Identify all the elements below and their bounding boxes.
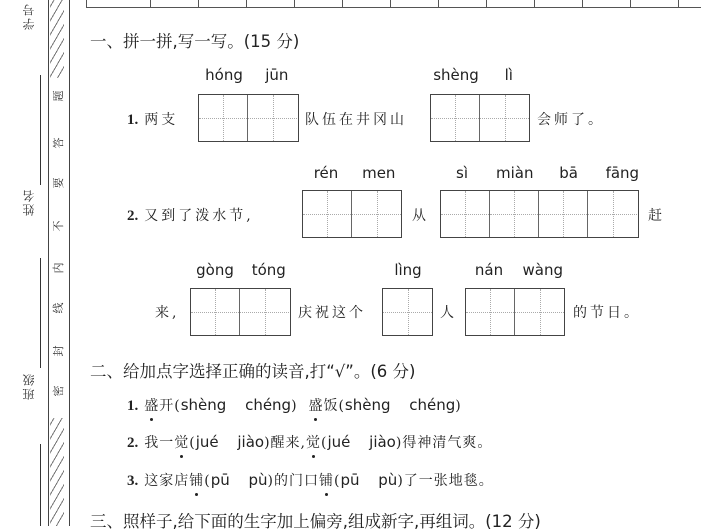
- grid-square[interactable]: [441, 191, 490, 237]
- pinyin-syllable: lì: [504, 66, 513, 84]
- hatch-top: [50, 0, 64, 78]
- score-table: [86, 0, 701, 8]
- text: )的门口: [267, 473, 320, 489]
- text: 我一: [144, 435, 175, 451]
- score-cell: [631, 0, 679, 7]
- section3-heading: 三、照样子,给下面的生字加上偏旁,组成新字,再组词。(12 分): [90, 512, 541, 531]
- class-blank[interactable]: [40, 444, 41, 526]
- text: (: [189, 435, 196, 451]
- pinyin-syllable: jūn: [265, 66, 289, 84]
- dotted-char: 盛: [144, 398, 160, 414]
- grid-square[interactable]: [539, 191, 588, 237]
- question-number: 1.: [127, 112, 139, 128]
- q2-text-f: 人: [440, 305, 457, 321]
- score-cell: [343, 0, 391, 7]
- pinyin-syllable: men: [362, 164, 396, 182]
- pinyin-syllable: wàng: [522, 261, 564, 279]
- score-cell: [151, 0, 199, 7]
- seal-char: 密: [52, 385, 65, 397]
- text: 饭(: [323, 398, 345, 414]
- answer-grid-nanwang[interactable]: [465, 288, 565, 336]
- answer-grid-renmen[interactable]: [302, 190, 402, 238]
- pinyin-syllable: fāng: [605, 164, 640, 182]
- score-cell: [199, 0, 247, 7]
- grid-square[interactable]: [490, 191, 539, 237]
- text: )了一张地毯。: [397, 473, 494, 489]
- q2-text-a: 又到了泼水节,: [144, 208, 254, 224]
- text: ): [455, 398, 462, 414]
- score-cell: [535, 0, 583, 7]
- grid-square[interactable]: [383, 289, 432, 335]
- score-cell: [439, 0, 487, 7]
- dotted-char: 铺: [319, 473, 335, 489]
- score-cell: [391, 0, 439, 7]
- section1-heading: 一、拼一拼,写一写。(15 分): [90, 32, 300, 51]
- pinyin-hongjun: [200, 66, 300, 84]
- pinyin-nanwang: [465, 261, 565, 279]
- score-cell: [583, 0, 631, 7]
- pinyin-options[interactable]: shèng chéng: [180, 396, 292, 414]
- pinyin-syllable: gòng: [196, 261, 234, 279]
- pinyin-syllable: hóng: [205, 66, 243, 84]
- seal-char: 题: [52, 90, 65, 102]
- q1-text-b: 队伍在井冈山: [305, 112, 407, 128]
- text: 这家店: [144, 473, 190, 489]
- grid-square[interactable]: [248, 95, 297, 141]
- section2-heading: 二、给加点字选择正确的读音,打“√”。(6 分): [90, 362, 416, 381]
- seal-char: 封: [52, 345, 65, 357]
- pinyin-syllable: rén: [313, 164, 339, 182]
- score-cell: [487, 0, 535, 7]
- grid-square[interactable]: [303, 191, 352, 237]
- pinyin-renmen: [302, 164, 402, 182]
- name-label: 姓名: [22, 188, 36, 216]
- pinyin-options[interactable]: jué jiào: [327, 433, 396, 451]
- answer-grid-simianbafang[interactable]: [440, 190, 639, 238]
- pinyin-options[interactable]: shèng chéng: [344, 396, 456, 414]
- student-no-blank[interactable]: [40, 75, 41, 185]
- pinyin-options[interactable]: pū pù: [340, 471, 398, 489]
- grid-square[interactable]: [588, 191, 637, 237]
- margin-line-right: [69, 0, 70, 526]
- answer-grid-gongtong[interactable]: [190, 288, 291, 336]
- section2-item-2: [127, 432, 492, 452]
- name-blank[interactable]: [40, 258, 41, 368]
- answer-grid-hongjun[interactable]: [198, 94, 299, 142]
- student-no-label: 学号: [22, 2, 36, 30]
- grid-square[interactable]: [466, 289, 515, 335]
- q2-text-g: 的节日。: [573, 305, 641, 321]
- q1-line-start: [127, 109, 178, 129]
- grid-square[interactable]: [191, 289, 240, 335]
- dotted-char: 盛: [308, 398, 324, 414]
- answer-grid-ling[interactable]: [382, 288, 433, 336]
- text: (: [204, 473, 211, 489]
- q2-text-e: 庆祝这个: [298, 305, 366, 321]
- pinyin-shengli: [430, 66, 530, 84]
- grid-square[interactable]: [480, 95, 529, 141]
- question-number: 3.: [127, 473, 139, 489]
- grid-square[interactable]: [240, 289, 289, 335]
- q1-text-a: 两支: [144, 112, 179, 128]
- section2-item-3: [127, 470, 494, 490]
- question-number: 2.: [127, 435, 139, 451]
- pinyin-syllable: nán: [474, 261, 504, 279]
- pinyin-gongtong: [190, 261, 290, 279]
- grid-square[interactable]: [199, 95, 248, 141]
- pinyin-syllable: sì: [456, 164, 468, 182]
- question-number: 1.: [127, 398, 139, 414]
- dotted-char: 觉: [306, 435, 322, 451]
- score-cell: [679, 0, 701, 7]
- text: (: [334, 473, 341, 489]
- pinyin-syllable: lìng: [394, 261, 422, 279]
- q1-text-c: 会师了。: [537, 112, 605, 128]
- seal-char: 线: [52, 302, 65, 314]
- q2-text-c: 赶: [648, 208, 665, 224]
- pinyin-simianbafang: [440, 164, 639, 182]
- class-label: 班级: [22, 372, 36, 400]
- pinyin-syllable: tóng: [251, 261, 286, 279]
- grid-square[interactable]: [431, 95, 480, 141]
- dotted-char: 觉: [174, 435, 190, 451]
- text: ): [291, 398, 309, 414]
- question-number: 2.: [127, 208, 139, 224]
- seal-char: 内: [52, 262, 65, 274]
- seal-char: 答: [52, 137, 65, 149]
- text: 开(: [159, 398, 181, 414]
- section2-item-1: [127, 395, 462, 415]
- grid-square[interactable]: [515, 289, 564, 335]
- score-cell: [295, 0, 343, 7]
- pinyin-syllable: bā: [559, 164, 578, 182]
- grid-square[interactable]: [352, 191, 401, 237]
- q2-line-start: [127, 205, 254, 225]
- pinyin-syllable: miàn: [496, 164, 534, 182]
- score-cell: [87, 0, 151, 7]
- score-cell: [247, 0, 295, 7]
- text: (: [321, 435, 328, 451]
- seal-char: 要: [52, 177, 65, 189]
- text: )醒来,: [264, 435, 307, 451]
- pinyin-options[interactable]: jué jiào: [195, 433, 265, 451]
- pinyin-options[interactable]: pū pù: [210, 471, 268, 489]
- q2-text-d: 来,: [155, 305, 180, 321]
- hatch-bottom: [50, 418, 64, 526]
- margin-line-left: [48, 0, 49, 526]
- answer-grid-shengli[interactable]: [430, 94, 530, 142]
- pinyin-syllable: shèng: [433, 66, 479, 84]
- q2-text-b: 从: [412, 208, 429, 224]
- seal-char: 不: [52, 220, 65, 232]
- text: )得神清气爽。: [395, 435, 493, 451]
- dotted-char: 铺: [189, 473, 205, 489]
- pinyin-ling: [382, 261, 434, 279]
